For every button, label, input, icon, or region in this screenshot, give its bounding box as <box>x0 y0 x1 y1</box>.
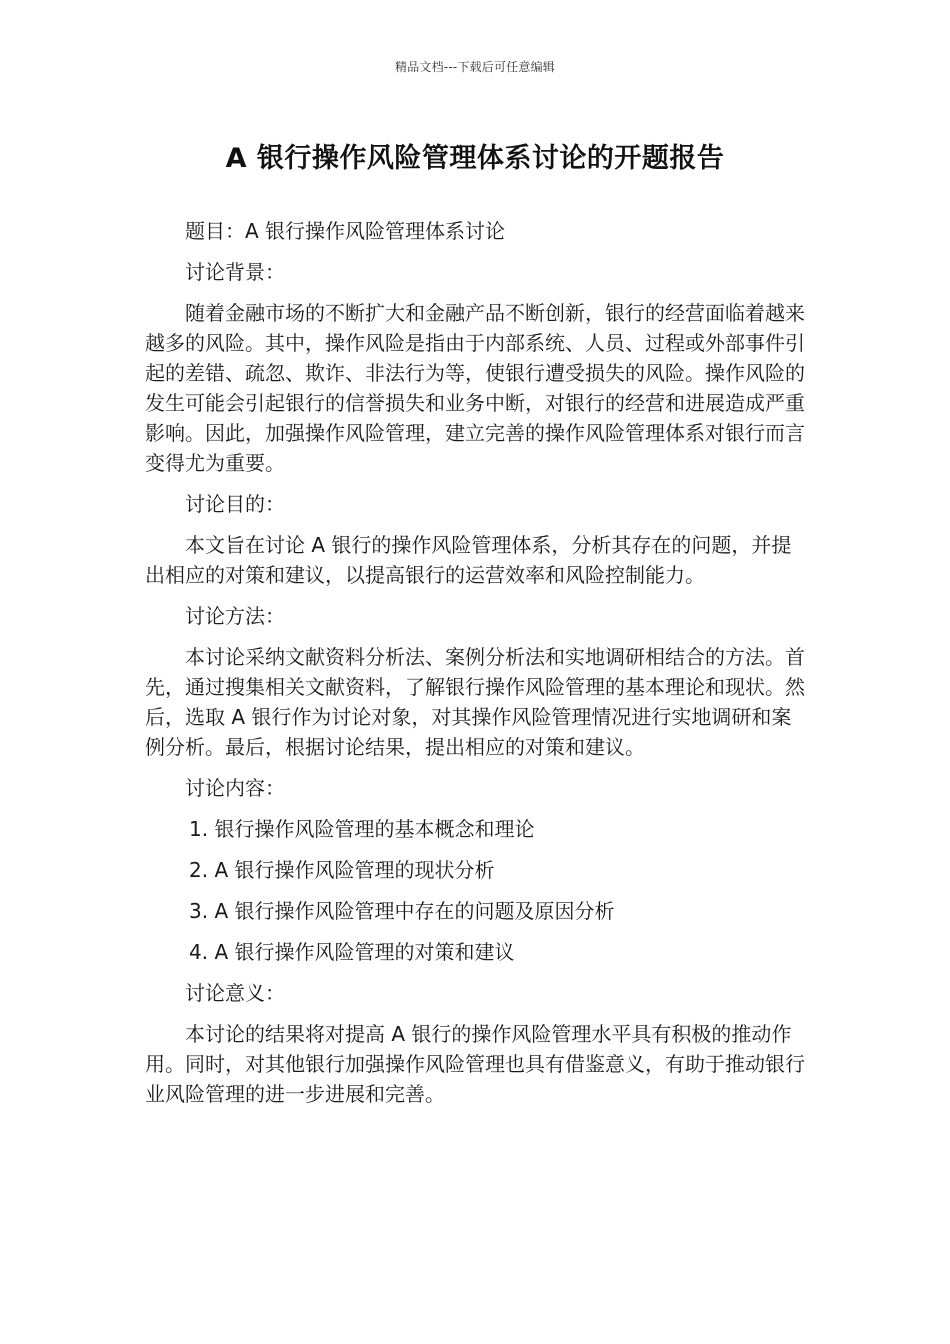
page-header: 精品文档---下载后可任意编辑 <box>395 60 555 74</box>
content-list-item: 2. A 银行操作风险管理的现状分析 <box>189 858 495 882</box>
document-title: A 银行操作风险管理体系讨论的开题报告 <box>225 143 725 174</box>
topic-line: 题目：A 银行操作风险管理体系讨论 <box>185 219 506 243</box>
content-list-item: 4. A 银行操作风险管理的对策和建议 <box>189 940 515 964</box>
background-heading: 讨论背景： <box>185 260 285 284</box>
method-heading: 讨论方法： <box>185 604 285 628</box>
content-heading: 讨论内容： <box>185 776 285 800</box>
purpose-heading: 讨论目的： <box>185 492 285 516</box>
purpose-paragraph: 本文旨在讨论 A 银行的操作风险管理体系，分析其存在的问题，并提出相应的对策和建议，以提高银行的运营效率和风险控制能力。 <box>145 533 792 587</box>
document-body <box>145 216 805 1120</box>
background-paragraph: 随着金融市场的不断扩大和金融产品不断创新，银行的经营面临着越来越多的风险。其中，操作风险是指由于内部系统、人员、过程或外部事件引起的差错、疏忽、欺诈、非法行为等，使银行遭受损失的风险。操作风险的发生可能会引起银行的信誉损失和业务中断，对银行的经营和进展造成严重影响。因此，加强操作风险管理，建立完善的操作风险管理体系对银行而言变得尤为重要。 <box>145 301 805 475</box>
significance-paragraph: 本讨论的结果将对提高 A 银行的操作风险管理水平具有积极的推动作用。同时，对其他银行加强操作风险管理也具有借鉴意义，有助于推动银行业风险管理的进一步进展和完善。 <box>145 1022 805 1106</box>
content-list-item: 3. A 银行操作风险管理中存在的问题及原因分析 <box>189 899 615 923</box>
content-list-item: 1. 银行操作风险管理的基本概念和理论 <box>189 817 535 841</box>
method-paragraph: 本讨论采纳文献资料分析法、案例分析法和实地调研相结合的方法。首先，通过搜集相关文献资料，了解银行操作风险管理的基本理论和现状。然后，选取 A 银行作为讨论对象，对其操作风险管理情况进行实地调研和案例分析。最后，根据讨论结果，提出相应的对策和建议。 <box>145 645 805 759</box>
significance-heading: 讨论意义： <box>185 981 285 1005</box>
